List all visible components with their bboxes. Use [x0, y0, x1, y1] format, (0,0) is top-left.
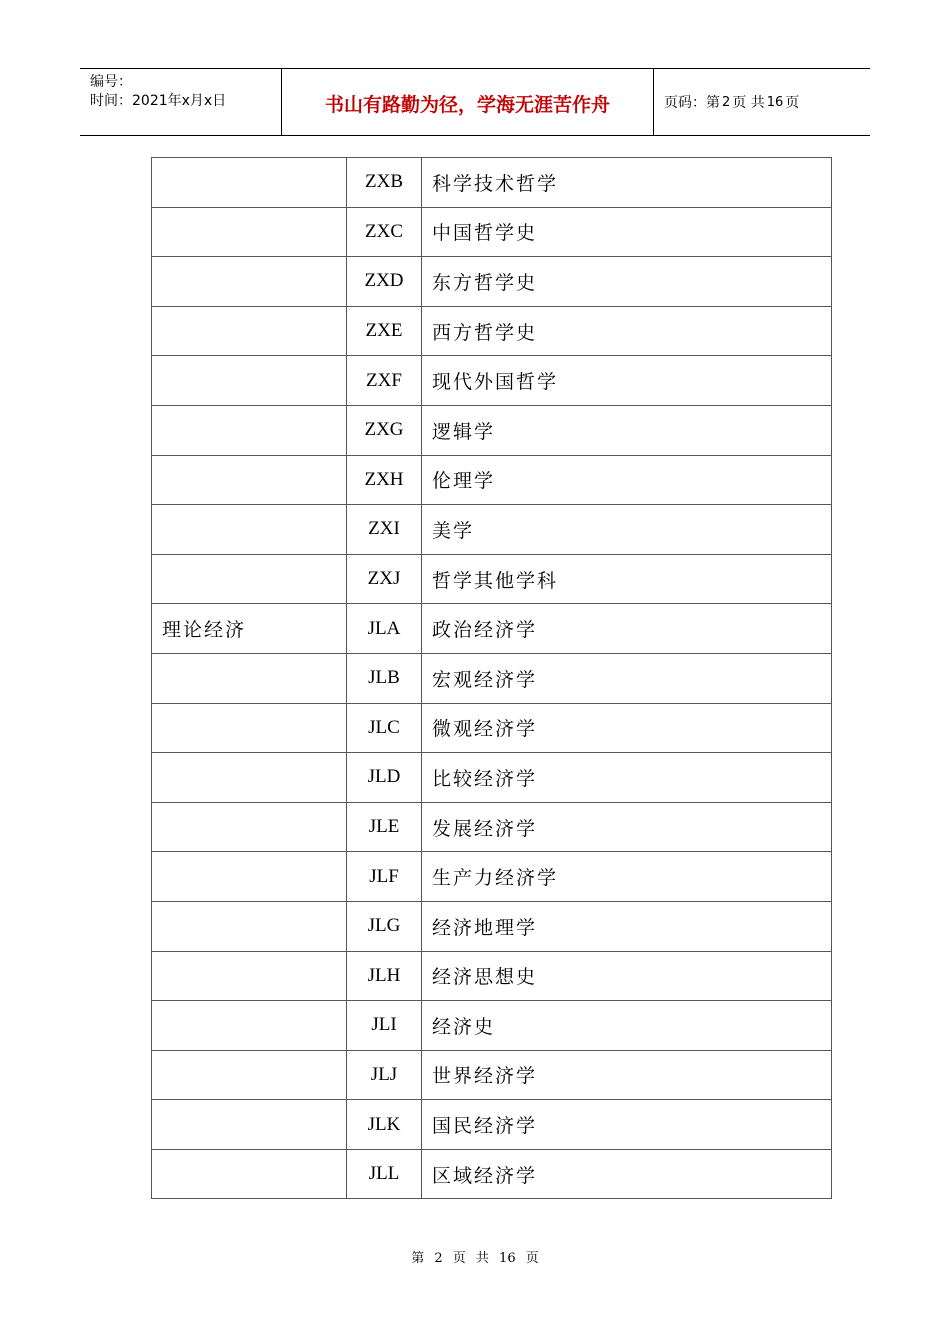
name-cell: 政治经济学 [422, 604, 832, 654]
name-cell: 美学 [422, 505, 832, 555]
category-cell [152, 356, 347, 406]
name-cell: 经济思想史 [422, 951, 832, 1001]
code-cell: JLL [347, 1149, 422, 1199]
page-footer: 第 2 页 共 16 页 [411, 1251, 539, 1266]
header-page-info [654, 69, 870, 135]
code-cell: JLE [347, 802, 422, 852]
page-current: 2 [722, 94, 731, 110]
category-cell: 理论经济 [152, 604, 347, 654]
table-row [152, 207, 832, 257]
table-row [152, 951, 832, 1001]
category-cell [152, 852, 347, 902]
subject-code-table [151, 157, 832, 1199]
table-row [152, 455, 832, 505]
table-row [152, 1149, 832, 1199]
table-row [152, 257, 832, 307]
name-cell: 宏观经济学 [422, 653, 832, 703]
table-row [152, 306, 832, 356]
category-cell [152, 703, 347, 753]
code-cell: JLF [347, 852, 422, 902]
table-row [152, 1001, 832, 1051]
table-row [152, 901, 832, 951]
category-cell [152, 1149, 347, 1199]
number-label: 编号： [90, 74, 132, 90]
page-header [80, 68, 870, 136]
category-cell [152, 306, 347, 356]
table-row [152, 753, 832, 803]
code-cell: JLH [347, 951, 422, 1001]
code-cell: JLG [347, 901, 422, 951]
name-cell: 伦理学 [422, 455, 832, 505]
page-mid: 页 共 [732, 95, 765, 111]
category-cell [152, 505, 347, 555]
name-cell: 哲学其他学科 [422, 554, 832, 604]
category-cell [152, 753, 347, 803]
category-cell [152, 257, 347, 307]
name-cell: 区域经济学 [422, 1149, 832, 1199]
code-cell: ZXJ [347, 554, 422, 604]
code-cell: JLD [347, 753, 422, 803]
name-cell: 发展经济学 [422, 802, 832, 852]
table-row [152, 703, 832, 753]
name-cell: 比较经济学 [422, 753, 832, 803]
name-cell: 科学技术哲学 [422, 158, 832, 208]
code-cell: JLI [347, 1001, 422, 1051]
category-cell [152, 653, 347, 703]
category-cell [152, 802, 347, 852]
code-cell: JLJ [347, 1050, 422, 1100]
name-cell: 生产力经济学 [422, 852, 832, 902]
category-cell [152, 207, 347, 257]
code-cell: ZXB [347, 158, 422, 208]
name-cell: 逻辑学 [422, 405, 832, 455]
category-cell [152, 1001, 347, 1051]
table-row [152, 1100, 832, 1150]
category-cell [152, 951, 347, 1001]
category-cell [152, 455, 347, 505]
table-row [152, 1050, 832, 1100]
table-row [152, 604, 832, 654]
table-body [152, 158, 832, 1199]
table-row [152, 505, 832, 555]
name-cell: 国民经济学 [422, 1100, 832, 1150]
code-cell: ZXE [347, 306, 422, 356]
table-row [152, 356, 832, 406]
name-cell: 中国哲学史 [422, 207, 832, 257]
page-prefix: 页码：第 [664, 95, 720, 111]
code-cell: JLC [347, 703, 422, 753]
page-suffix: 页 [785, 95, 800, 111]
date-label: 时间：2021年x月x日 [90, 93, 227, 109]
page-total: 16 [766, 94, 784, 110]
category-cell [152, 1100, 347, 1150]
category-cell [152, 554, 347, 604]
code-cell: ZXH [347, 455, 422, 505]
name-cell: 世界经济学 [422, 1050, 832, 1100]
table-row [152, 405, 832, 455]
table-row [152, 802, 832, 852]
name-cell: 经济史 [422, 1001, 832, 1051]
table-row [152, 852, 832, 902]
name-cell: 现代外国哲学 [422, 356, 832, 406]
code-cell: ZXG [347, 405, 422, 455]
code-cell: ZXF [347, 356, 422, 406]
category-cell [152, 1050, 347, 1100]
name-cell: 东方哲学史 [422, 257, 832, 307]
table-row [152, 653, 832, 703]
code-cell: JLK [347, 1100, 422, 1150]
name-cell: 微观经济学 [422, 703, 832, 753]
code-cell: ZXI [347, 505, 422, 555]
category-cell [152, 405, 347, 455]
header-meta [80, 69, 281, 135]
table-row [152, 554, 832, 604]
category-cell [152, 158, 347, 208]
name-cell: 经济地理学 [422, 901, 832, 951]
table-row [152, 158, 832, 208]
name-cell: 西方哲学史 [422, 306, 832, 356]
code-cell: JLA [347, 604, 422, 654]
header-motto: 书山有路勤为径，学海无涯苦作舟 [281, 69, 654, 135]
code-cell: ZXD [347, 257, 422, 307]
code-cell: JLB [347, 653, 422, 703]
code-cell: ZXC [347, 207, 422, 257]
category-cell [152, 901, 347, 951]
